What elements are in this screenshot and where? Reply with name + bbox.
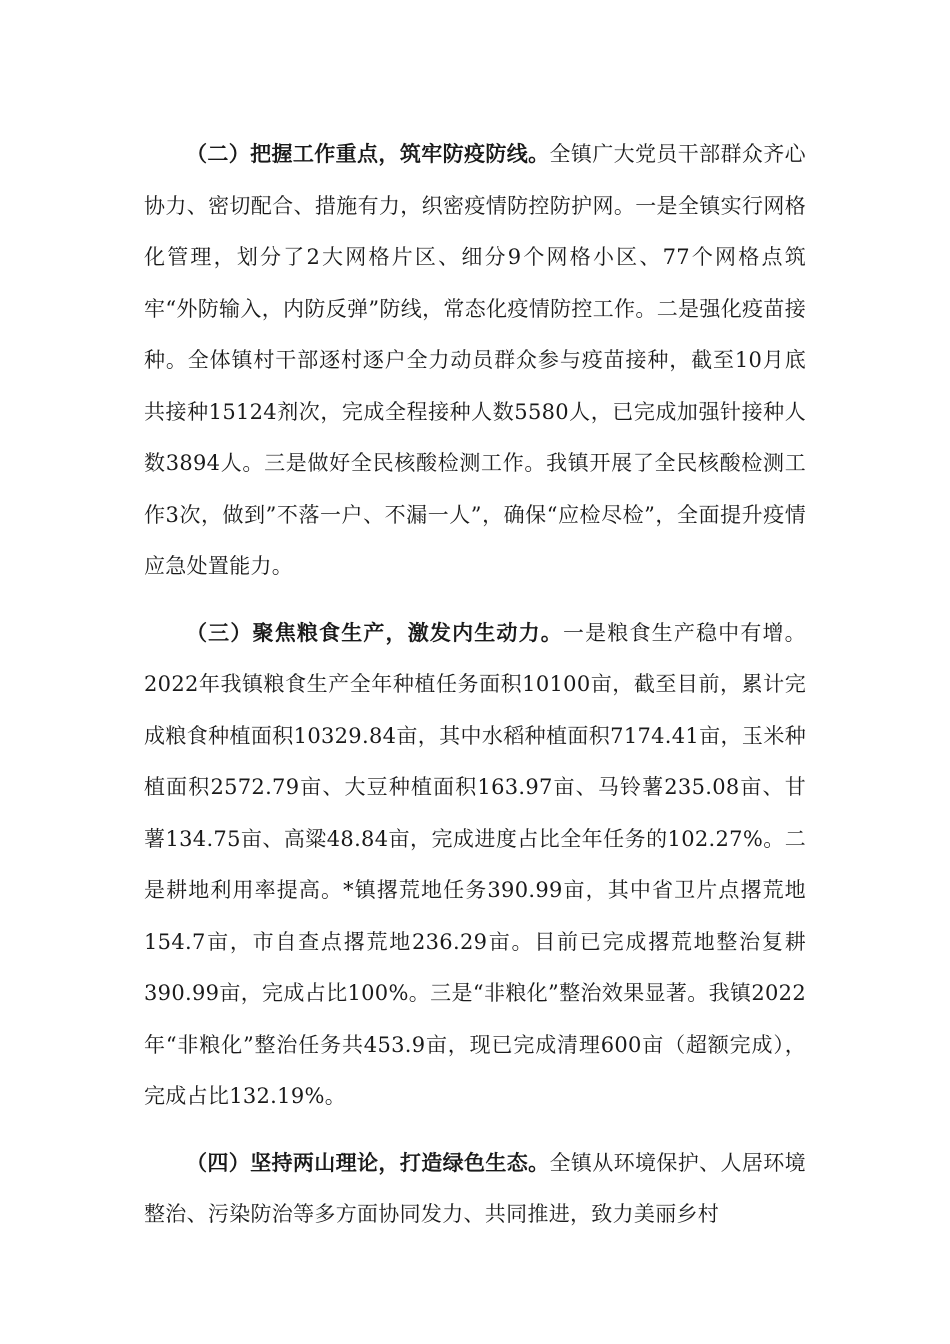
paragraph-epidemic-prevention (144, 128, 806, 593)
paragraph-grain-production (144, 607, 806, 1123)
document-page (144, 128, 806, 1255)
paragraph-heading: （三）聚焦粮食生产，激发内生动力。 (186, 619, 563, 645)
paragraph-body: 全镇广大党员干部群众齐心协力、密切配合、措施有力，织密疫情防控防护网。一是全镇实行网格化管理，划分了2大网格片区、细分9个网格小区、77个网格点筑牢“外防输入，内防反弹”防线，常态化疫情防控工作。二是强化疫苗接种。全体镇村干部逐村逐户全力动员群众参与疫苗接种，截至10月底共接种15124剂次，完成全程接种人数5580人，已完成加强针接种人数3894人。三是做好全民核酸检测工作。我镇开展了全民核酸检测工作3次，做到”不落一户、不漏一人”，确保“应检尽检”，全面提升疫情应急处置能力。 (144, 142, 806, 578)
paragraph-heading: （四）坚持两山理论，打造绿色生态。 (186, 1149, 550, 1175)
paragraph-heading: （二）把握工作重点，筑牢防疫防线。 (186, 141, 550, 166)
paragraph-body: 一是粮食生产稳中有增。2022年我镇粮食生产全年种植任务面积10100亩，截至目前，累计完成粮食种植面积10329.84亩，其中水稻种植面积7174.41亩，玉米种植面积2572.79亩、大豆种植面积163.97亩、马铃薯235.08亩、甘薯134.75亩、高粱48.84亩，完成进度占比全年任务的102.27%。二是耕地利用率提高。*镇撂荒地任务390.99亩，其中省卫片点撂荒地154.7亩，市自查点撂荒地236.29亩。目前已完成撂荒地整治复耕390.99亩，完成占比100%。三是“非粮化”整治效果显著。我镇2022年“非粮化”整治任务共453.9亩，现已完成清理600亩（超额完成），完成占比132.19%。 (144, 620, 806, 1108)
paragraph-body: 全镇从环境保护、人居环境整治、污染防治等多方面协同发力、共同推进，致力美丽乡村 (144, 1150, 806, 1226)
paragraph-green-ecology (144, 1137, 806, 1241)
